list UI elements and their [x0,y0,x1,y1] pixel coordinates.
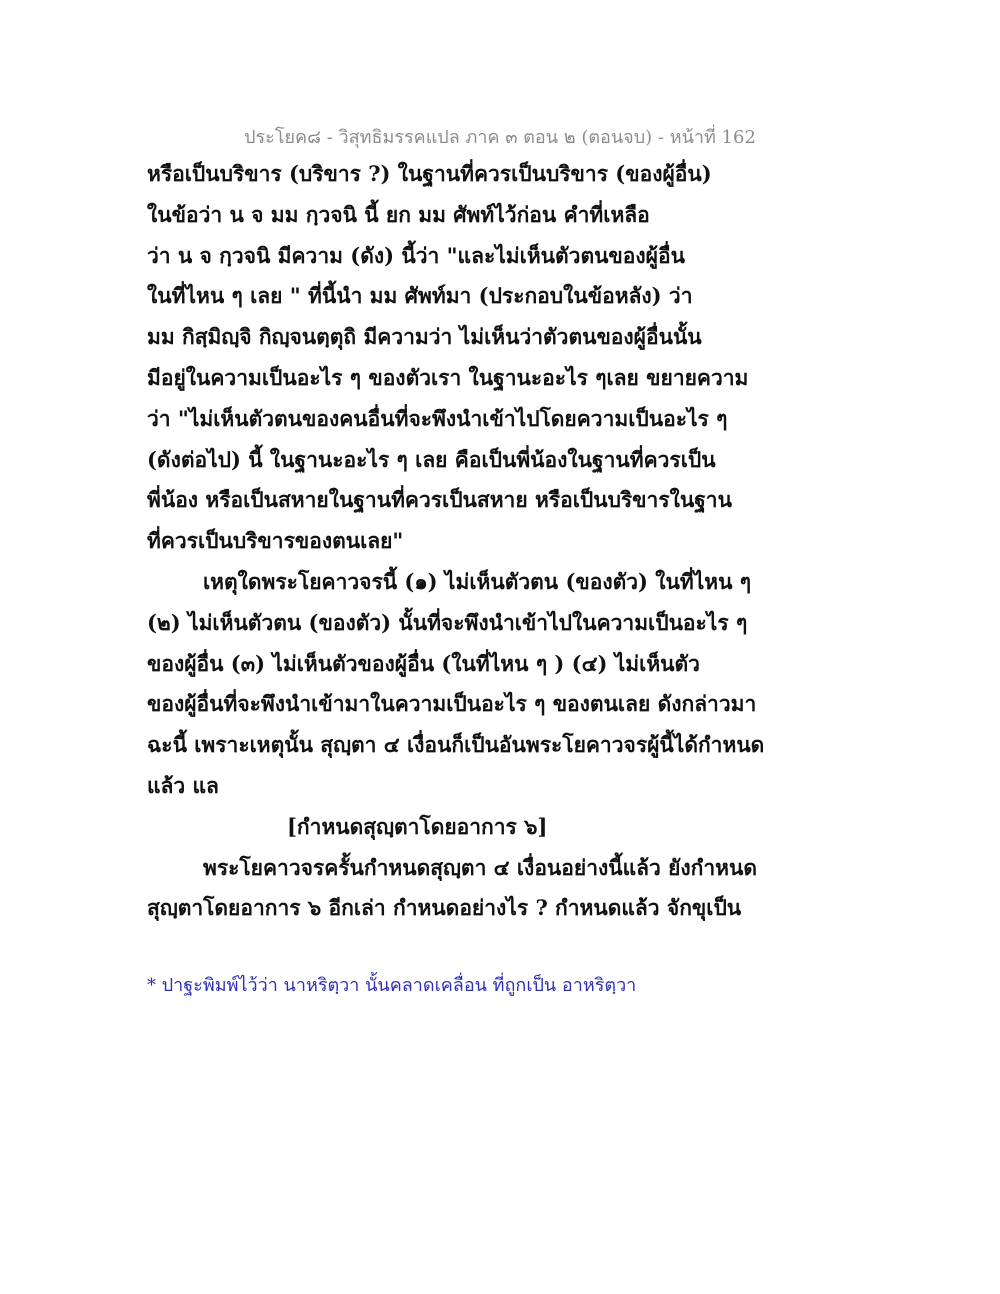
paragraph-start-line: พระโยคาวจรครั้นกำหนดสุญฺตา ๔ เงื่อนอย่างนี้แล้ว ยังกำหนด [203,854,758,880]
body-line: (ดังต่อไป) นี้ ในฐานะอะไร ๆ เลย คือเป็นพี่น้องในฐานที่ควรเป็น [147,446,716,472]
running-header: ประโยค๘ - วิสุทธิมรรคแปล ภาค ๓ ตอน ๒ (ตอนจบ) - หน้าที่ 162 [244,127,756,148]
footnote: * ปาฐะพิมพ์ไว้ว่า นาหริตฺวา นั้นคลาดเคลื่อน ที่ถูกเป็น อาหริตฺวา [147,975,637,996]
body-line: แล้ว แล [147,772,219,798]
body-line: ว่า "ไม่เห็นตัวตนของคนอื่นที่จะพึงนำเข้าไปโดยความเป็นอะไร ๆ [147,405,728,431]
body-line: มม กิสฺมิญฺจิ กิญฺจนตฺตุถิ มีความว่า ไม่เห็นว่าตัวตนของผู้อื่นนั้น [147,324,702,350]
body-line: หรือเป็นบริขาร (บริขาร ?) ในฐานที่ควรเป็นบริขาร (ของผู้อื่น) [147,161,712,186]
paragraph-start-line: เหตุใดพระโยคาวจรนี้ (๑) ไม่เห็นตัวตน (ของตัว) ในที่ไหน ๆ [203,568,752,594]
body-line: ว่า น จ กฺวจนิ มีความ (ดัง) นี้ว่า "และไม่เห็นตัวตนของผู้อื่น [147,242,685,268]
body-line: ที่ควรเป็นบริขารของตนเลย" [147,528,404,554]
section-heading: [กำหนดสุญฺตาโดยอาการ ๖] [287,813,548,839]
body-line: ฉะนี้ เพราะเหตุนั้น สุญฺตา ๔ เงื่อนก็เป็นอันพระโยคาวจรผู้นี้ได้กำหนด [147,732,765,758]
body-line: ของผู้อื่น (๓) ไม่เห็นตัวของผู้อื่น (ในที่ไหน ๆ ) (๔) ไม่เห็นตัว [147,650,700,676]
body-line: มีอยู่ในความเป็นอะไร ๆ ของตัวเรา ในฐานะอะไร ๆเลย ขยายความ [147,364,749,390]
body-line: สุญฺตาโดยอาการ ๖ อีกเล่า กำหนดอย่างไร ? กำหนดแล้ว จักขุเป็น [147,895,742,921]
body-line: พี่น้อง หรือเป็นสหายในฐานที่ควรเป็นสหาย หรือเป็นบริขารในฐาน [147,487,732,513]
body-line: ในที่ไหน ๆ เลย " ที่นี้นำ มม ศัพท์มา (ประกอบในข้อหลัง) ว่า [147,283,693,309]
body-line: ในข้อว่า น จ มม กฺวจนิ นี้ ยก มม ศัพท์ไว้ก่อน คำที่เหลือ [147,201,650,227]
body-text [147,157,867,932]
body-line: ของผู้อื่นที่จะพึงนำเข้ามาในความเป็นอะไร ๆ ของตนเลย ดังกล่าวมา [147,691,757,717]
body-line: (๒) ไม่เห็นตัวตน (ของตัว) นั้นที่จะพึงนำเข้าไปในความเป็นอะไร ๆ [147,609,748,635]
